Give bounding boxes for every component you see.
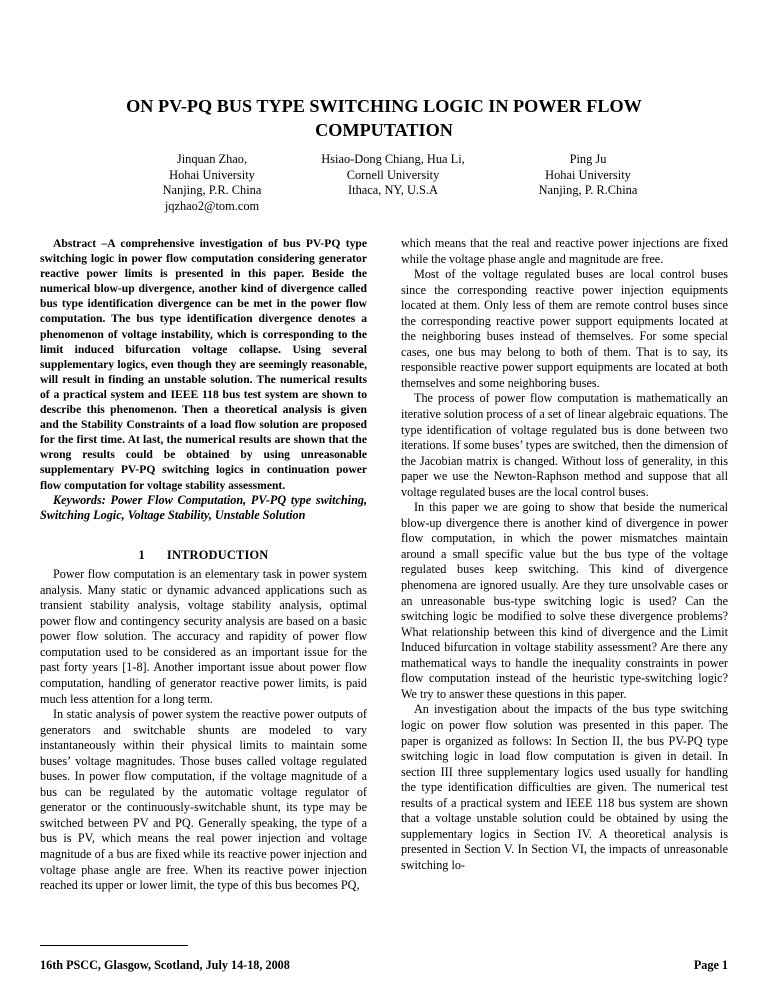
title-line-2: COMPUTATION	[315, 120, 453, 140]
author-block-1	[132, 152, 292, 214]
title-line-1: ON PV-PQ BUS TYPE SWITCHING LOGIC IN POWER FLOW	[126, 96, 642, 116]
footer-rule	[40, 945, 188, 946]
section-title: INTRODUCTION	[166, 547, 269, 562]
paragraph: Power flow computation is an elementary task in power system analysis. Many static or dynamic advanced applications such as transient stability analysis, voltage stability analysis, optimal power flow and contingency security analysis are based on a basic power flow solution. The accuracy and rapidity of power flow computation used to be considered as an important issue for the past forty years [1-8]. Another important issue about power flow computation, handling of generator reactive power limits, is paid much less attention for a long term.	[40, 567, 367, 706]
author-1-affiliation: Hohai University	[169, 167, 255, 182]
author-2-name: Hsiao-Dong Chiang, Hua Li,	[321, 152, 465, 166]
paragraph: The process of power flow computation is mathematically an iterative solution process of a set of linear algebraic equations. The type identification of voltage regulated bus is done between two iterations. If some buses’ types are switched, then the dimension of the Jacobian matrix is changed. Without loss of generality, in this paper we use the Newton-Raphson method and suppose that all voltage regulated buses are the local control buses.	[401, 391, 728, 499]
author-2-affiliation: Cornell University	[346, 167, 440, 182]
author-1-name: Jinquan Zhao,	[176, 152, 248, 166]
paragraph: Most of the voltage regulated buses are local control buses since the corresponding reactive power injection equipments located at them. Only less of them are remote control buses since the corresponding reactive power support equipments located at the neighboring buses instead of themselves. For some special cases, one bus may belong to both of them. That is to say, its responsible reactive power support equipments are located at both themselves and some neighboring buses.	[401, 267, 728, 390]
page-number: Page 1	[693, 958, 728, 972]
paragraph: An investigation about the impacts of the bus type switching logic on power flow solution was presented in this paper. The paper is organized as follows: In Section II, the bus PV-PQ type switching logic in load flow computation is given in detail. In section III three supplementary logics used usually for handling the type identification difficulties are given. The numerical test results of a practical system and IEEE 118 bus system are shown that a voltage unstable solution could be obtained by using the supplementary logics in Section IV. A theoretical analysis is presented in Section V. In Section VI, the impacts of unreasonable switching lo-	[401, 702, 728, 872]
paragraph: In this paper we are going to show that beside the numerical blow-up divergence there is another kind of divergence in power flow computation, in which the power mismatches maintain around a small specific value but the bus type of the voltage regulated buses keep switching. This kind of divergence phenomena are ignored usually. Are they ture unsolvable cases or an unreasonable bus-type switching logic is used? Can the switching logic be modified to solve these divergence problems? What relationship between this kind of divergence and the Limit Induced bifurcation in voltage stability assessment? Are there any mathematical ways to handle the inequality constraints in power flow computation instead of the heuristic type-switching logic? We try to answer these questions in this paper.	[401, 500, 728, 701]
abstract: Abstract –A comprehensive investigation of bus PV-PQ type switching logic in power flow computation considering generator reactive power limits is presented in this paper. Beside the numerical blow-up divergence, another kind of divergence called bus type identification divergence can be met in the power flow computation. The bus type identification divergence denotes a phenomenon of voltage instability, which is corresponding to the limit induced bifurcation voltage collapse. Using several supplementary logics, even though they are seemingly reasonable, will result in finding an unstable solution. The numerical results of a practical system and IEEE 118 bus test system are shown to describe this phenomenon. Then a theoretical analysis is given and the Stability Constraints of a load flow solution are proposed for the first time. At last, the numerical results are shown that the wrong results could be obtained by using unreasonable supplementary PV-PQ switching logics in continuation power flow computation for voltage stability assessment.	[40, 237, 367, 492]
paragraph-continued: which means that the real and reactive power injections are fixed while the voltage phase angle and magnitude are free.	[401, 236, 728, 266]
conference-footer: 16th PSCC, Glasgow, Scotland, July 14-18, 2008	[40, 958, 290, 972]
section-heading-introduction	[40, 548, 367, 564]
author-block-3	[518, 152, 658, 199]
author-1-location: Nanjing, P.R. China	[162, 183, 262, 198]
right-column	[401, 236, 728, 873]
author-block-2	[300, 152, 486, 199]
section-number: 1	[138, 547, 145, 562]
paragraph: In static analysis of power system the reactive power outputs of generators and switchable shunts are modeled to vary instantaneously within their physical limits to maintain some buses’ voltage magnitudes. Those buses called voltage regulated buses. In power flow computation, if the voltage magnitude of a bus can be regulated by the automatic voltage regulator of generator or the continuously-switchable shunt, its type may be switched between PV and PQ. Generally speaking, the type of a bus is PV, which means the real power injection and voltage magnitude of a bus are fixed while its reactive power injection and voltage phase angle are free. When its reactive power injection reached its upper or lower limit, the type of this bus becomes PQ,	[40, 707, 367, 893]
paper-title	[80, 94, 688, 142]
keywords: Keywords: Power Flow Computation, PV-PQ type switching, Switching Logic, Voltage Stability, Unstable Solution	[40, 492, 367, 523]
author-3-affiliation: Hohai University	[545, 167, 631, 182]
author-1-email: jqzhao2@tom.com	[164, 198, 260, 213]
author-2-location: Ithaca, NY, U.S.A	[348, 183, 438, 198]
left-column	[40, 236, 367, 894]
author-3-location: Nanjing, P. R.China	[538, 183, 638, 198]
author-3-name: Ping Ju	[569, 152, 607, 166]
